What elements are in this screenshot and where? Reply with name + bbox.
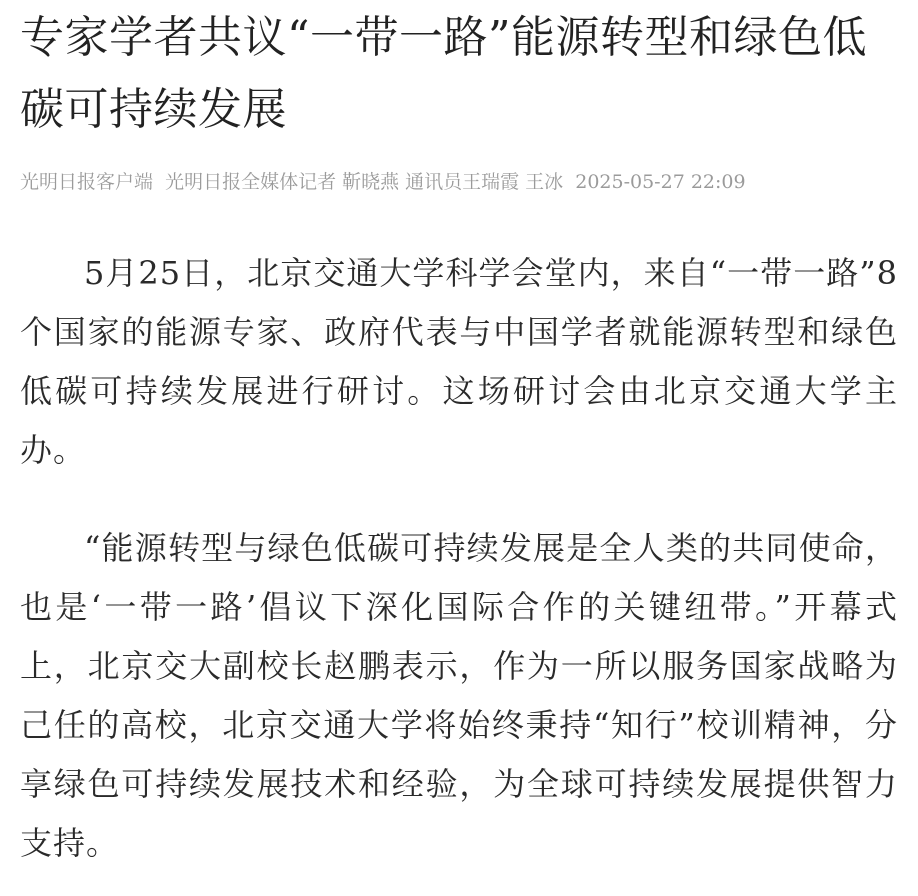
article-source[interactable]: 光明日报客户端: [20, 171, 154, 193]
article-title: 专家学者共议“一带一路”能源转型和绿色低碳可持续发展: [20, 12, 867, 135]
article-paragraph: 5月25日，北京交通大学科学会堂内，来自“一带一路”8个国家的能源专家、政府代表与中国学者就能源转型和绿色低碳可持续发展进行研讨。这场研讨会由北京交通大学主办。: [20, 254, 898, 469]
article-authors: 光明日报全媒体记者 靳晓燕 通讯员王瑞霞 王冰: [165, 171, 564, 193]
article-paragraph: “能源转型与绿色低碳可持续发展是全人类的共同使命，也是‘一带一路’倡议下深化国际合作的关键纽带。”开幕式上，北京交大副校长赵鹏表示，作为一所以服务国家战略为己任的高校，北京交通大学将始终秉持“知行”校训精神，分享绿色可持续发展技术和经验，为全球可持续发展提供智力支持。: [20, 529, 898, 862]
article-meta: [20, 168, 898, 196]
article-datetime: 2025-05-27 22:09: [575, 171, 746, 193]
